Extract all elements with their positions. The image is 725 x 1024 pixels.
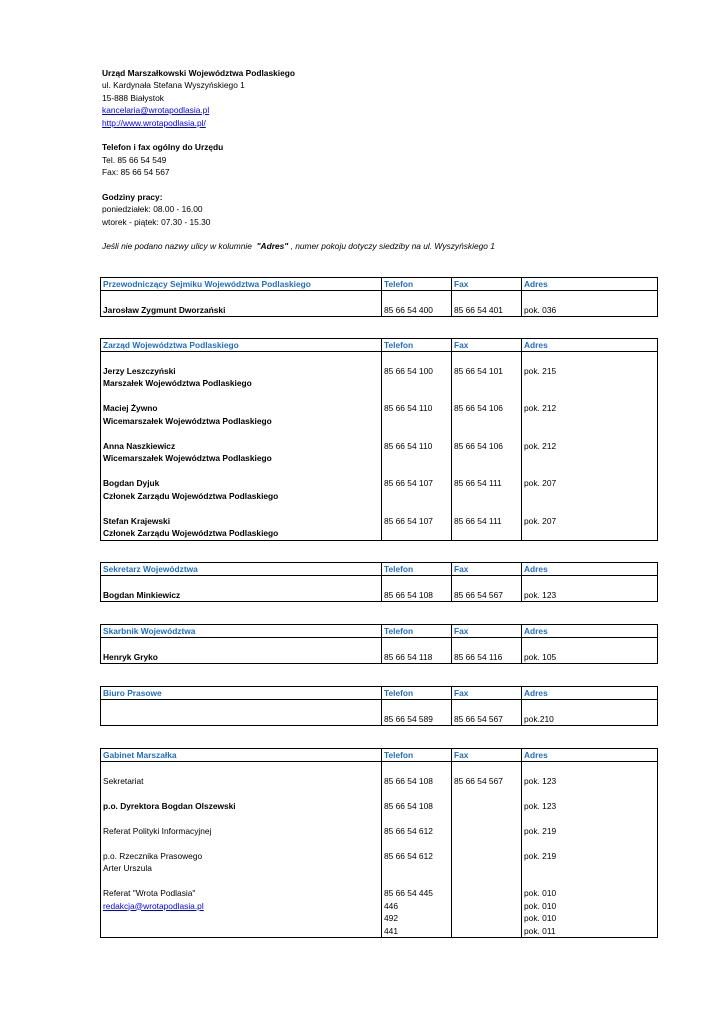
col-tel: Telefon [382,339,452,352]
table-gabinet [100,748,658,938]
redakcja-email-link[interactable]: redakcja@wrotapodlasia.pl [103,900,204,911]
table-row: 85 66 54 589 85 66 54 567 pok.210 [101,700,658,726]
table-title: Sekretarz Województwa [101,563,382,576]
col-addr: Adres [522,339,658,352]
col-addr: Adres [522,563,658,576]
hours-title: Godziny pracy: [102,191,163,202]
col-tel: Telefon [382,278,452,291]
table-row: Jerzy Leszczyński Marszałek Województwa Podlaskiego Maciej Żywno Wicemarszałek Województwa Podlaskiego Anna Naszkiewicz Wicemarszałek Województwa Podlaskiego Bogdan Dyjuk Członek Zarządu Województwa Podlaskiego Stefan Krajewski Członek Zarządu Województwa Podlaskiego 85 66 54 100 85 66 54 110 85 66 54 110 85 66 54 107 85 66 54 107 85 66 54 101 85 66 54 106 85 66 54 106 85 66 54 111 85 66 54 111 pok. 215 pok. 212 pok. 212 pok. 207 pok. 207 [101,352,658,541]
col-addr: Adres [522,625,658,638]
table-row: Jarosław Zygmunt Dworzański 85 66 54 400 85 66 54 401 pok. 036 [101,291,658,317]
col-fax: Fax [452,278,522,291]
general-tel: Tel. 85 66 54 549 [102,154,167,165]
table-title: Przewodniczący Sejmiku Województwa Podlaskiego [101,278,382,291]
col-addr: Adres [522,278,658,291]
table-row: Bogdan Minkiewicz 85 66 54 108 85 66 54 567 pok. 123 [101,576,658,602]
col-fax: Fax [452,749,522,762]
hours-monday: poniedziałek: 08.00 - 16.00 [102,204,203,215]
table-row: Sekretariat p.o. Dyrektora Bogdan Olszewski Referat Polityki Informacyjnej p.o. Rzecznika Prasowego Arter Urszula Referat "Wrota Podlasia" redakcja@wrotapodlasia.pl 85 66 54 108 85 66 54 108 85 66 54 612 85 66 54 612 85 66 54 445 446 492 441 85 66 54 567 pok. 123 pok. 123 pok. 219 pok. 219 pok. 010 pok. 010 pok. 010 pok. 011 [101,762,658,938]
general-title: Telefon i fax ogólny do Urzędu [102,142,224,153]
org-street: ul. Kardynała Stefana Wyszyńskiego 1 [102,80,245,91]
col-fax: Fax [452,687,522,700]
col-addr: Adres [522,687,658,700]
col-fax: Fax [452,563,522,576]
col-tel: Telefon [382,749,452,762]
col-tel: Telefon [382,563,452,576]
table-sekretarz [100,562,658,602]
address-note: Jeśli nie podano nazwy ulicy w kolumnie "Adres" , numer pokoju dotyczy siedziby na ul. Wyszyńskiego 1 [102,241,495,252]
org-email-link[interactable]: kancelaria@wrotapodlasia.pl [102,105,210,116]
col-addr: Adres [522,749,658,762]
org-city: 15-888 Białystok [102,92,164,103]
table-title: Zarząd Województwa Podlaskiego [101,339,382,352]
col-tel: Telefon [382,625,452,638]
header-block [102,67,662,253]
table-title: Biuro Prasowe [101,687,382,700]
org-url-link[interactable]: http://www.wrotapodlasia.pl/ [102,117,206,128]
general-fax: Fax: 85 66 54 567 [102,167,170,178]
table-sejmik [100,277,658,317]
col-fax: Fax [452,339,522,352]
col-fax: Fax [452,625,522,638]
table-row: Henryk Gryko 85 66 54 118 85 66 54 116 pok. 105 [101,638,658,664]
table-zarzad [100,338,658,541]
hours-tue-fri: wtorek - piątek: 07.30 - 15.30 [102,216,211,227]
table-title: Gabinet Marszałka [101,749,382,762]
col-tel: Telefon [382,687,452,700]
table-skarbnik [100,624,658,664]
org-name: Urząd Marszałkowski Województwa Podlaskiego [102,68,295,78]
table-title: Skarbnik Województwa [101,625,382,638]
table-biuro-prasowe [100,686,658,726]
